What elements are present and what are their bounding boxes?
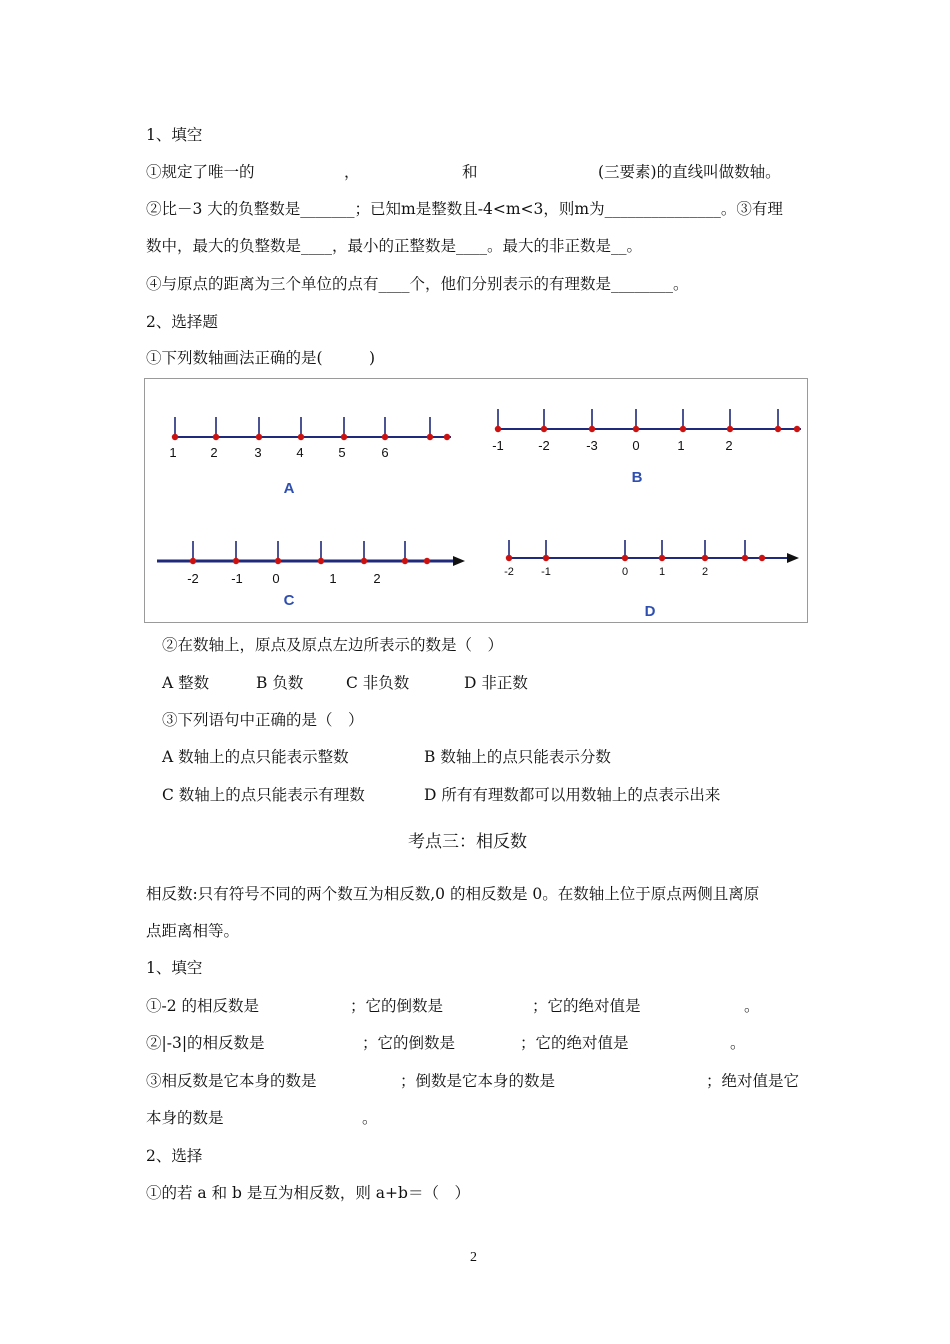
number-line-a-tick-label: 5 [338,445,346,460]
op-choice-q1: ①的若 a 和 b 是互为相反数，则 a+b＝（ ） [146,1184,470,1202]
op-q1-part-b: ；它的倒数是 [350,997,444,1015]
choice-q1: ①下列数轴画法正确的是( ) [146,349,376,367]
number-line-a-tick-label: 1 [169,445,177,460]
number-line-a-point [382,434,388,440]
q4-line: ④与原点的距离为三个单位的点有____个，他们分别表示的有理数是________。 [146,275,689,293]
section-title-choice-2: 2、选择 [146,1147,203,1165]
number-line-d-point [702,555,708,561]
number-line-d-caption: D [644,603,656,620]
number-line-b-tick-label: -3 [586,438,598,453]
number-line-c-caption: C [283,592,295,609]
number-line-a-point [213,434,219,440]
op-q2-part-d: 。 [730,1034,746,1052]
number-line-d-point [543,555,549,561]
op-q1-part-c: ；它的绝对值是 [532,997,641,1015]
number-line-d-tick-label: -1 [541,566,551,578]
number-line-b-point [775,426,781,432]
op-q1-part-a: ①-2 的相反数是 [146,997,260,1015]
number-line-c-tick-label: -1 [231,571,243,586]
number-line-figure [144,378,808,623]
number-line-b-caption: B [631,469,643,486]
number-line-d-tick-label: 2 [701,566,709,578]
number-line-d-arrow-icon [787,553,799,563]
q2-line: ②比－3 大的负整数是_______；已知m是整数且-4<m<3，则m为_______________。③有理 [146,200,783,218]
number-line-c-tick-label: 2 [373,571,381,586]
definition-line-2: 点距离相等。 [146,922,240,940]
op-q3b-part-b: 。 [362,1109,378,1127]
q1-part-b: ， [344,163,360,181]
number-line-b-point [541,426,547,432]
number-line-d-tick-label: -2 [504,566,514,578]
number-line-a-point [172,434,178,440]
number-line-d-point [759,555,765,561]
op-q2-part-b: ；它的倒数是 [362,1034,456,1052]
page-number: 2 [470,1250,477,1265]
number-line-b-tick-label: -2 [538,438,550,453]
number-line-a-tick-label: 6 [381,445,389,460]
number-line-b-point [680,426,686,432]
section-title-choice-1: 2、选择题 [146,313,218,331]
choice-q3-option-b: B 数轴上的点只能表示分数 [424,748,611,766]
number-line-b-tick-label: 1 [677,438,685,453]
op-q3-part-a: ③相反数是它本身的数是 [146,1072,317,1090]
op-q2-part-a: ②|-3|的相反数是 [146,1034,265,1052]
number-line-c-arrow-icon [453,556,465,566]
number-line-c-tick-label: 1 [329,571,337,586]
number-line-c-point [424,558,430,564]
number-line-c-point [275,558,281,564]
op-q3-part-b: ；倒数是它本身的数是 [400,1072,556,1090]
section-title-fill-2: 1、填空 [146,959,203,977]
number-line-a-point [444,434,450,440]
number-line-d-point [742,555,748,561]
q1-part-a: ①规定了唯一的 [146,163,255,181]
op-q1-part-d: 。 [744,997,760,1015]
op-q3-part-c: ；绝对值是它 [706,1072,800,1090]
number-line-b-point [589,426,595,432]
number-line-a-tick-label: 4 [296,445,304,460]
number-line-d-tick-label: 0 [621,566,629,578]
number-line-c-point [361,558,367,564]
number-line-b-tick-label: -1 [492,438,504,453]
choice-q2-option-d: D 非正数 [464,674,528,692]
number-line-d-point [506,555,512,561]
choice-q2-option-c: C 非负数 [346,674,410,692]
number-line-d-point [622,555,628,561]
number-line-figure-svg [145,379,807,622]
number-line-c-point [402,558,408,564]
number-line-c-point [190,558,196,564]
number-line-a-tick-label: 3 [254,445,262,460]
number-line-a-tick-label: 2 [210,445,218,460]
number-line-a-point [256,434,262,440]
number-line-a-caption: A [283,480,295,497]
q3-line: 数中，最大的负整数是____，最小的正整数是____。最大的非正数是__。 [146,237,643,255]
number-line-d-tick-label: 1 [658,566,666,578]
section-title-fill-1: 1、填空 [146,126,203,144]
choice-q3-option-d: D 所有有理数都可以用数轴上的点表示出来 [424,786,721,804]
number-line-b-point [727,426,733,432]
number-line-a-point [298,434,304,440]
section-heading-opposite-numbers: 考点三：相反数 [408,832,527,852]
number-line-c-point [233,558,239,564]
number-line-b-tick-label: 0 [632,438,640,453]
choice-q3: ③下列语句中正确的是（ ） [162,711,364,729]
op-q2-part-c: ；它的绝对值是 [520,1034,629,1052]
number-line-b-point [794,426,800,432]
choice-q2: ②在数轴上，原点及原点左边所表示的数是（ ） [162,636,504,654]
choice-q3-option-a: A 数轴上的点只能表示整数 [162,748,349,766]
choice-q3-option-c: C 数轴上的点只能表示有理数 [162,786,365,804]
q1-part-d: (三要素)的直线叫做数轴。 [598,163,781,181]
number-line-a-point [341,434,347,440]
number-line-b-tick-label: 2 [725,438,733,453]
choice-q2-option-a: A 整数 [162,674,210,692]
op-q3b-part-a: 本身的数是 [146,1109,224,1127]
number-line-d-point [659,555,665,561]
number-line-c-tick-label: -2 [187,571,199,586]
number-line-c-tick-label: 0 [272,571,280,586]
choice-q2-option-b: B 负数 [256,674,304,692]
number-line-b-point [633,426,639,432]
q1-part-c: 和 [462,163,478,181]
number-line-a-point [427,434,433,440]
number-line-c-point [318,558,324,564]
number-line-b-point [495,426,501,432]
definition-line-1: 相反数:只有符号不同的两个数互为相反数,0 的相反数是 0。在数轴上位于原点两侧且离原 [146,885,760,903]
